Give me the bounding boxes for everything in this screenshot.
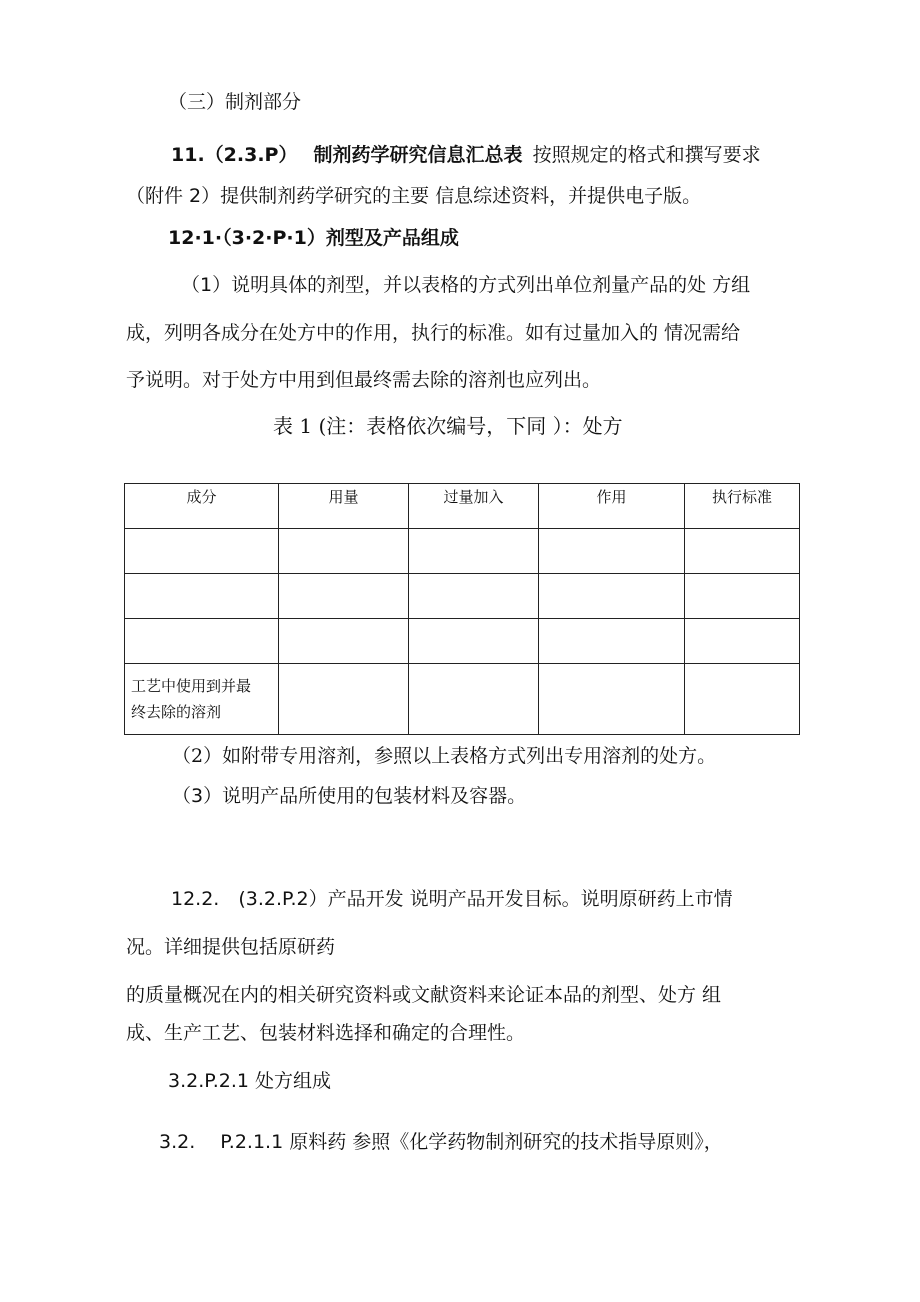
subsection-3-2-p-2-1: 3.2.P.2.1 处方组成 [168,1070,332,1092]
item12-1-p1-line3: 予说明。对于处方中用到但最终需去除的溶剂也应列出。 [126,369,602,391]
table-cell [409,574,539,619]
solvent-row-label [125,664,279,735]
item12-1-p3: （3）说明产品所使用的包装材料及容器。 [172,785,527,807]
item12-2-line4: 成、生产工艺、包装材料选择和确定的合理性。 [126,1022,526,1044]
table-cell [409,529,539,574]
solvent-label-line2: 终去除的溶剂 [131,703,222,721]
table-cell [685,664,800,735]
table-cell [125,574,279,619]
section-title: （三）制剂部分 [168,91,302,113]
item12-1-p2: （2）如附带专用溶剂，参照以上表格方式列出专用溶剂的处方。 [172,745,717,767]
formula-table [124,483,800,735]
table-header-row [125,484,800,529]
table-cell [539,574,685,619]
item11-line2: （附件 2）提供制剂药学研究的主要 信息综述资料，并提供电子版。 [126,185,702,207]
subsection-3-2-p-2-1-1: 3.2. P.2.1.1 原料药 参照《化学药物制剂研究的技术指导原则》， [159,1131,723,1153]
table-cell [409,664,539,735]
item11-number: 11.（2.3.P） [171,144,298,166]
table-cell [279,574,409,619]
table-cell [409,619,539,664]
item11-text: 按照规定的格式和撰写要求 [532,144,761,166]
table-cell [279,529,409,574]
table-cell [539,619,685,664]
header-ingredient: 成分 [125,484,279,529]
item12-1-heading: 12·1·（3·2·P·1）剂型及产品组成 [168,227,459,249]
header-function: 作用 [539,484,685,529]
table-cell [125,619,279,664]
table-cell [539,529,685,574]
item12-1-p1-line1: （1）说明具体的剂型，并以表格的方式列出单位剂量产品的处 方组 [181,274,751,296]
table-cell [279,619,409,664]
item12-2-line3: 的质量概况在内的相关研究资料或文献资料来论证本品的剂型、处方 组 [126,984,722,1006]
table-cell [685,529,800,574]
header-standard: 执行标准 [685,484,800,529]
item12-2-line1: 12.2. (3.2.P.2）产品开发 说明产品开发目标。说明原研药上市情 [171,888,733,910]
table-cell [125,529,279,574]
header-overage: 过量加入 [409,484,539,529]
table-cell [685,574,800,619]
header-amount: 用量 [279,484,409,529]
item11-title: 制剂药学研究信息汇总表 [313,144,523,166]
table-cell [539,664,685,735]
solvent-label-line1: 工艺中使用到并最 [131,677,252,695]
item11-line1 [171,142,761,168]
table-row [125,574,800,619]
table-row [125,529,800,574]
table-row [125,619,800,664]
item12-1-p1-line2: 成，列明各成分在处方中的作用，执行的标准。如有过量加入的 情况需给 [126,322,741,344]
table-cell [685,619,800,664]
solvent-row [125,664,800,735]
item12-2-line2: 况。详细提供包括原研药 [126,936,336,958]
table-caption: 表 1 (注：表格依次编号，下同 ）：处方 [273,414,623,438]
table-cell [279,664,409,735]
